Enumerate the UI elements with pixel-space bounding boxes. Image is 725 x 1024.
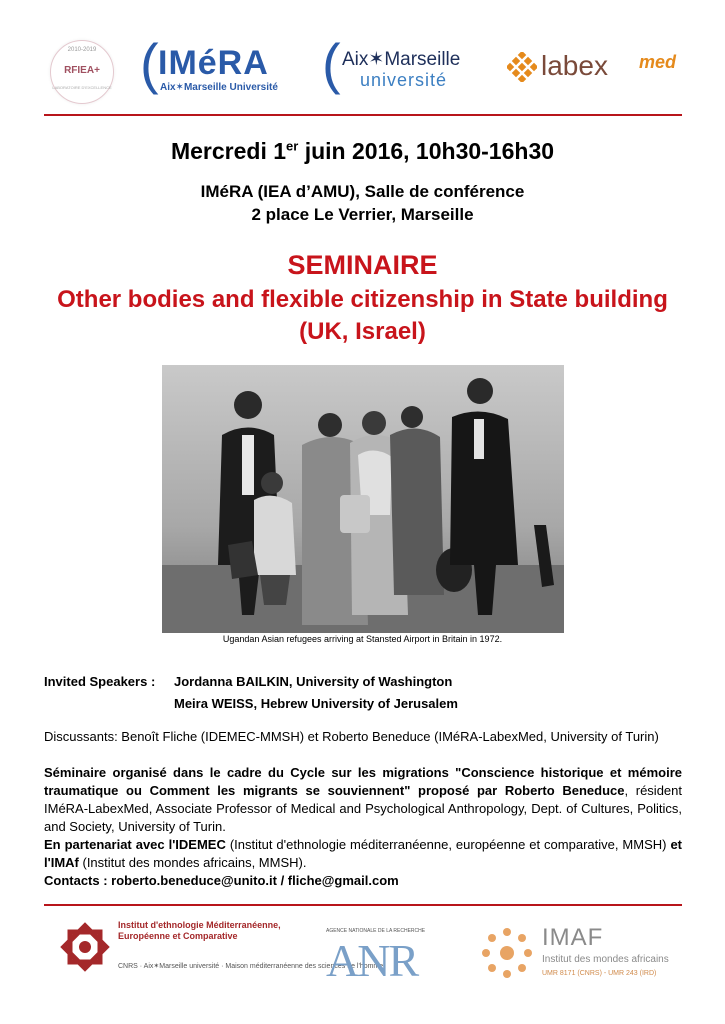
event-type: SEMINAIRE	[287, 250, 438, 280]
imera-subtitle: Aix✶Marseille Université	[160, 82, 278, 93]
date-prefix: Mercredi 1	[170, 138, 287, 164]
idemec-line2: Européenne et Comparative	[118, 931, 238, 941]
footer-divider	[44, 904, 682, 906]
details-p2-bold1: En partenariat avec l'IDEMEC	[44, 837, 226, 852]
idemec-star-icon	[58, 920, 112, 974]
labexmed-dots-icon	[507, 52, 537, 82]
amu-logo	[322, 32, 492, 98]
imaf-name: IMAF	[542, 924, 604, 951]
date-suffix: juin 2016, 10h30-16h30	[298, 138, 555, 164]
details-paragraph-1	[44, 764, 682, 836]
rfiea-tag: LABORATOIRE D'EXCELLENCE	[52, 85, 112, 90]
event-title-line2: (UK, Israel)	[299, 318, 426, 345]
imaf-sun-icon	[478, 924, 536, 982]
speaker-1: Jordanna BAILKIN, University of Washington	[174, 674, 453, 689]
date-superscript: er	[286, 138, 299, 154]
event-title-line1: Other bodies and flexible citizenship in State building	[57, 286, 668, 313]
imera-logo	[140, 32, 300, 102]
amu-bracket-icon: (	[322, 32, 341, 95]
imera-name: IMéRA	[158, 44, 269, 82]
imaf-units: UMR 8171 (CNRS) - UMR 243 (IRD)	[542, 970, 657, 977]
details-p2-text2: (Institut des mondes africains, MMSH).	[78, 855, 307, 870]
imaf-logo	[478, 922, 688, 992]
labexmed-logo	[507, 48, 687, 88]
anr-logo	[326, 928, 436, 986]
venue-line2: 2 place Le Verrier, Marseille	[251, 205, 474, 224]
seminar-details	[44, 764, 682, 890]
imera-bracket-icon: (	[140, 32, 159, 95]
details-p2-bold2: et l'IMAf	[44, 837, 682, 870]
anr-name: ANR	[326, 935, 418, 986]
details-paragraph-2	[44, 836, 682, 872]
details-p1-rest: , résident IMéRA-LabexMed, Associate Professor of Medical and Psychological Anthropology, Dept. of Cultures, Politics, and Society, University of Turin.	[44, 783, 682, 834]
header-divider	[44, 114, 682, 116]
speakers-label: Invited Speakers :	[44, 674, 156, 689]
rfiea-years: 2010-2019	[67, 47, 97, 53]
labexmed-med: med	[639, 52, 677, 72]
details-p2-text1: (Institut d'ethnologie méditerranéenne, européenne et comparative, MMSH)	[225, 837, 671, 852]
idemec-partners: CNRS · Aix✶Marseille université · Maison méditerranéenne des sciences de l'homme	[118, 963, 384, 970]
event-date	[0, 138, 725, 165]
amu-line1: Aix✶Marseille	[342, 49, 461, 70]
refugees-photo	[162, 365, 564, 633]
idemec-name	[118, 920, 298, 942]
amu-line2: université	[360, 70, 448, 90]
refugees-photo-image	[162, 365, 564, 633]
speaker-2: Meira WEISS, Hebrew University of Jerusalem	[174, 696, 458, 711]
rfiea-name: RFIEA+	[64, 65, 100, 76]
imaf-subtitle: Institut des mondes africains	[542, 954, 669, 965]
anr-agency: AGENCE NATIONALE DE LA RECHERCHE	[326, 928, 426, 934]
contacts: Contacts : roberto.beneduce@unito.it / fliche@gmail.com	[44, 873, 399, 888]
idemec-line1: Institut d'ethnologie Méditerranéenne,	[118, 920, 281, 930]
rfiea-logo	[50, 40, 114, 104]
venue-line1: IMéRA (IEA d’AMU), Salle de conférence	[200, 182, 525, 201]
photo-caption: Ugandan Asian refugees arriving at Stansted Airport in Britain in 1972.	[222, 634, 503, 644]
details-p1-bold: Séminaire organisé dans le cadre du Cycle sur les migrations "Conscience historique et mémoire traumatique ou Comment les migrants se souviennent" proposé par Roberto Beneduce	[44, 765, 682, 798]
labexmed-name: labex	[541, 50, 608, 81]
discussants: Discussants: Benoît Fliche (IDEMEC-MMSH) et Roberto Beneduce (IMéRA-LabexMed, University of Turin)	[44, 729, 659, 744]
